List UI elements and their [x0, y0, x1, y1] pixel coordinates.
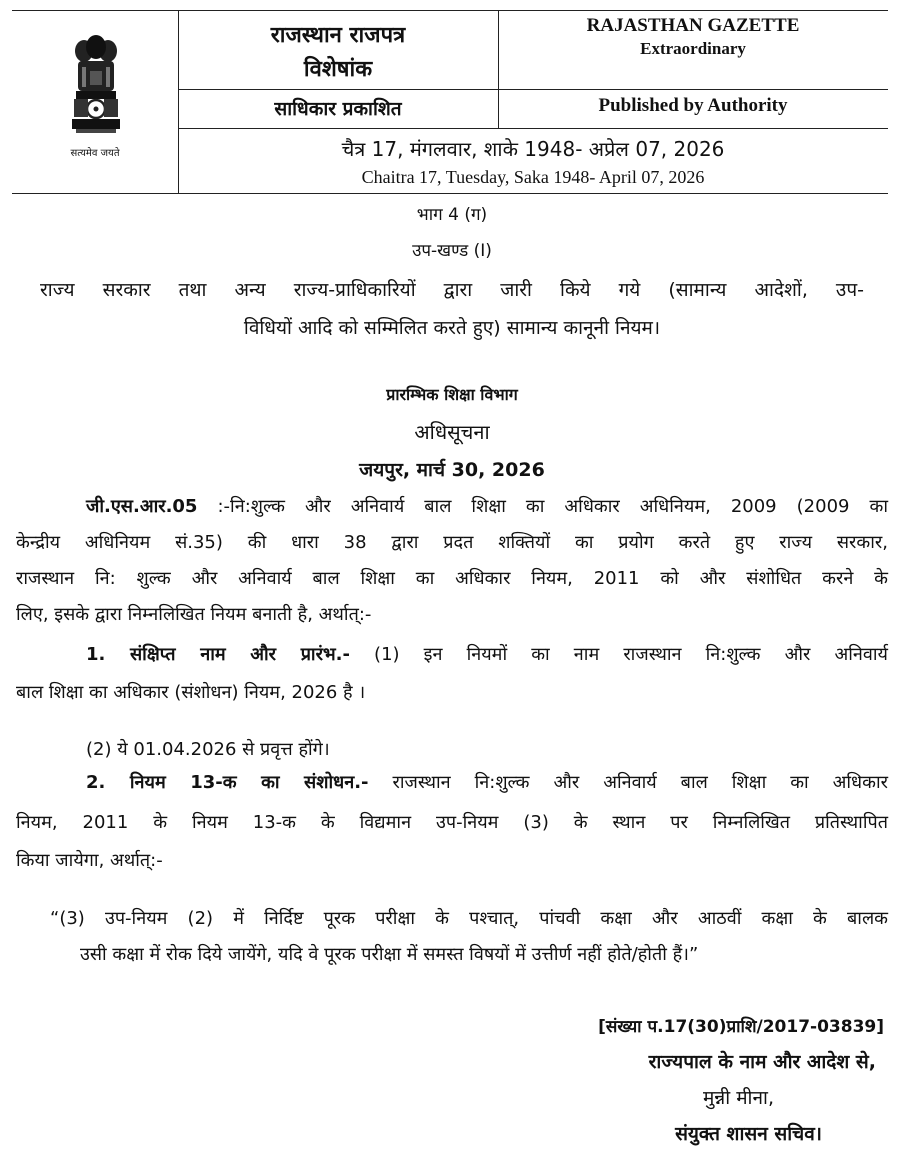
- published-english: Published by Authority: [598, 95, 788, 116]
- rule-1-subrule-2: (2) ये 01.04.2026 से प्रवृत्त होंगे।: [86, 739, 330, 760]
- subsection-label: उप-खण्ड (I): [412, 241, 492, 261]
- hindi-subtitle: विशेषांक: [303, 57, 373, 82]
- rule-2-text: राजस्थान नि:शुल्क और अनिवार्य बाल शिक्षा का अधिकार: [392, 772, 888, 793]
- date-english: Chaitra 17, Tuesday, Saka 1948- April 07, 2026: [361, 167, 705, 187]
- rule-2-line-1: [86, 770, 888, 794]
- department-name: प्रारम्भिक शिक्षा विभाग: [386, 385, 518, 404]
- rule-1-text: (1) इन नियमों का नाम राजस्थान नि:शुल्क और अनिवार्य: [374, 644, 888, 665]
- place-date: जयपुर, मार्च 30, 2026: [359, 459, 545, 481]
- signatory-name: मुन्नी मीना,: [703, 1087, 774, 1109]
- reference-number: [संख्या प.17(30)प्राशि/2017-03839]: [598, 1017, 884, 1037]
- hindi-title-cell: [178, 11, 499, 89]
- state-emblem-icon: [70, 33, 122, 141]
- rule-1-heading: 1. संक्षिप्त नाम और प्रारंभ.-: [86, 644, 350, 665]
- gsr-paragraph-line-4: लिए, इसके द्वारा निम्नलिखित नियम बनाती है, अर्थात्:-: [16, 604, 372, 625]
- part-description-line-1: राज्य सरकार तथा अन्य राज्य-प्राधिकारियों द्वारा जारी किये गये (सामान्य आदेशों, उप-: [40, 279, 864, 301]
- hindi-title: राजस्थान राजपत्र: [270, 23, 406, 48]
- rule-2-heading: 2. नियम 13-क का संशोधन.-: [86, 772, 369, 793]
- english-title-cell: [498, 11, 888, 89]
- signatory-designation: संयुक्त शासन सचिव।: [675, 1123, 822, 1145]
- rule-2-line-2: नियम, 2011 के नियम 13-क के विद्यमान उप-नियम (3) के स्थान पर निम्नलिखित प्रतिस्थापित: [16, 812, 888, 833]
- emblem-cell: [12, 11, 179, 193]
- part-description-line-2: विधियों आदि को सम्मिलित करते हुए) सामान्य कानूनी नियम।: [243, 317, 661, 339]
- gsr-paragraph-text: :-नि:शुल्क और अनिवार्य बाल शिक्षा का अधिकार अधिनियम, 2009 (2009 का: [217, 496, 888, 517]
- english-title: RAJASTHAN GAZETTE: [586, 15, 800, 36]
- amended-rule-line-2: उसी कक्षा में रोक दिये जायेंगे, यदि वे पूरक परीक्षा में समस्त विषयों में उत्तीर्ण नहीं होते/होती हैं।”: [80, 944, 699, 965]
- english-subtitle: Extraordinary: [640, 39, 746, 58]
- date-hindi: चैत्र 17, मंगलवार, शाके 1948- अप्रेल 07, 2026: [341, 137, 725, 161]
- amended-rule-line-1: “(3) उप-नियम (2) में निर्दिष्ट पूरक परीक्षा के पश्चात्, पांचवी कक्षा और आठवीं कक्षा के बालक: [50, 908, 888, 929]
- published-row: [178, 89, 888, 129]
- national-motto: सत्यमेव जयते: [70, 148, 120, 159]
- rule-2-line-3: किया जायेगा, अर्थात्:-: [16, 850, 163, 871]
- published-hindi: साधिकार प्रकाशित: [178, 90, 499, 128]
- gazette-header: [12, 10, 888, 194]
- gsr-paragraph-line-1: [86, 494, 888, 518]
- by-order-line: राज्यपाल के नाम और आदेश से,: [648, 1051, 876, 1073]
- gsr-number: जी.एस.आर.05: [86, 496, 198, 517]
- gsr-paragraph-line-3: राजस्थान नि: शुल्क और अनिवार्य बाल शिक्षा का अधिकार नियम, 2011 को और संशोधित करने के: [16, 568, 888, 589]
- gsr-paragraph-line-2: केन्द्रीय अधिनियम सं.35) की धारा 38 द्वारा प्रदत शक्तियों का प्रयोग करते हुए राज्य सरकार,: [16, 532, 888, 553]
- rule-1-line-1: [86, 642, 888, 666]
- notice-title: अधिसूचना: [414, 420, 490, 444]
- rule-1-line-2: बाल शिक्षा का अधिकार (संशोधन) नियम, 2026 है ।: [16, 682, 366, 703]
- part-label: भाग 4 (ग): [416, 205, 488, 225]
